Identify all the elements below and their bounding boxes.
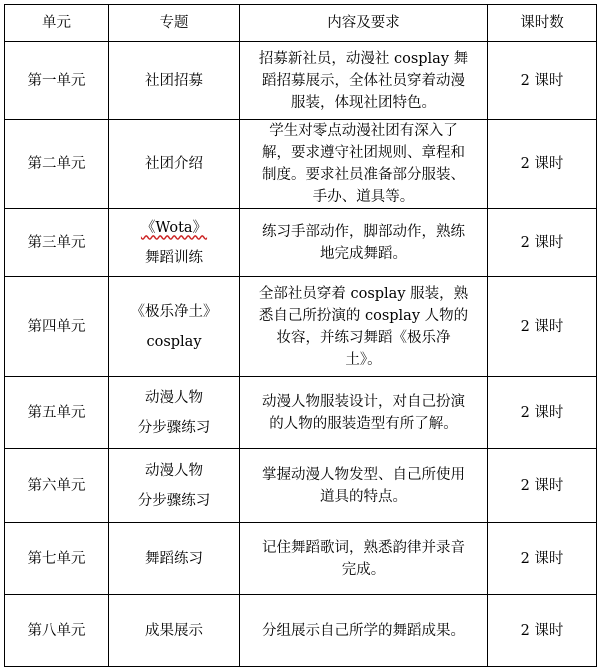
topic-line: cosplay bbox=[146, 333, 202, 350]
table-row bbox=[5, 120, 597, 209]
topic-line: 舞蹈训练 bbox=[145, 249, 203, 266]
unit-cell: 第四单元 bbox=[5, 277, 109, 377]
table-row bbox=[5, 277, 597, 377]
content-line: 妆容，并练习舞蹈《极乐净 bbox=[276, 329, 451, 346]
table-row bbox=[5, 595, 597, 667]
topic-line: 社团招募 bbox=[145, 72, 203, 89]
topic-cell bbox=[109, 449, 240, 523]
content-line: 练习手部动作，脚部动作，熟练 bbox=[262, 223, 465, 240]
content-cell bbox=[240, 120, 488, 209]
content-line: 土》。 bbox=[345, 351, 382, 368]
content-line: 解，要求遵守社团规则、章程和 bbox=[262, 145, 465, 161]
content-cell bbox=[240, 277, 488, 377]
header-content: 内容及要求 bbox=[240, 5, 488, 42]
content-cell bbox=[240, 209, 488, 277]
hours-cell: 2 课时 bbox=[488, 209, 597, 277]
hours-cell: 2 课时 bbox=[488, 449, 597, 523]
content-cell bbox=[240, 42, 488, 120]
topic-cell bbox=[109, 209, 240, 277]
content-line: 学生对零点动漫社团有深入了 bbox=[269, 123, 458, 139]
unit-cell: 第二单元 bbox=[5, 120, 109, 209]
topic-line: 《Wota》 bbox=[140, 219, 208, 236]
hours-cell: 2 课时 bbox=[488, 120, 597, 209]
unit-cell: 第一单元 bbox=[5, 42, 109, 120]
unit-cell: 第八单元 bbox=[5, 595, 109, 667]
table-row bbox=[5, 449, 597, 523]
course-schedule-table bbox=[4, 4, 597, 667]
topic-cell bbox=[109, 42, 240, 120]
topic-line: 动漫人物 bbox=[145, 462, 203, 479]
content-line: 服装，体现社团特色。 bbox=[291, 94, 436, 111]
unit-cell: 第七单元 bbox=[5, 523, 109, 595]
content-line: 分组展示自己所学的舞蹈成果。 bbox=[262, 622, 465, 639]
hours-cell: 2 课时 bbox=[488, 595, 597, 667]
content-line: 制度。要求社员准备部分服装、 bbox=[262, 167, 465, 183]
header-unit: 单元 bbox=[5, 5, 109, 42]
hours-cell: 2 课时 bbox=[488, 277, 597, 377]
content-cell bbox=[240, 523, 488, 595]
topic-line: 舞蹈练习 bbox=[145, 550, 203, 567]
table-row bbox=[5, 209, 597, 277]
hours-cell: 2 课时 bbox=[488, 377, 597, 449]
unit-cell: 第五单元 bbox=[5, 377, 109, 449]
content-line: 动漫人物服装设计，对自己扮演 bbox=[262, 393, 465, 410]
topic-cell bbox=[109, 377, 240, 449]
table-row bbox=[5, 377, 597, 449]
topic-line: 成果展示 bbox=[145, 622, 203, 639]
hours-cell: 2 课时 bbox=[488, 42, 597, 120]
content-cell bbox=[240, 449, 488, 523]
content-line: 手办、道具等。 bbox=[312, 189, 415, 205]
table-row bbox=[5, 42, 597, 120]
topic-line: 《极乐净土》 bbox=[130, 303, 218, 320]
content-line: 完成。 bbox=[341, 561, 386, 578]
content-cell bbox=[240, 595, 488, 667]
table-row bbox=[5, 523, 597, 595]
topic-cell bbox=[109, 595, 240, 667]
content-line: 掌握动漫人物发型、自己所使用 bbox=[262, 466, 465, 483]
content-line: 蹈招募展示，全体社员穿着动漫 bbox=[262, 72, 465, 89]
unit-cell: 第六单元 bbox=[5, 449, 109, 523]
content-line: 记住舞蹈歌词，熟悉韵律并录音 bbox=[262, 539, 465, 556]
content-line: 悉自己所扮演的 cosplay 人物的 bbox=[258, 307, 469, 324]
hours-cell: 2 课时 bbox=[488, 523, 597, 595]
content-line: 地完成舞蹈。 bbox=[320, 245, 407, 262]
unit-cell: 第三单元 bbox=[5, 209, 109, 277]
topic-line: 动漫人物 bbox=[145, 389, 203, 406]
header-hours: 课时数 bbox=[488, 5, 597, 42]
content-line: 招募新社员，动漫社 cosplay 舞 bbox=[258, 50, 469, 67]
content-cell bbox=[240, 377, 488, 449]
content-line: 的人物的服装造型有所了解。 bbox=[269, 415, 458, 432]
content-line: 全部社员穿着 cosplay 服装，熟 bbox=[258, 285, 469, 302]
topic-cell bbox=[109, 277, 240, 377]
topic-cell bbox=[109, 523, 240, 595]
content-line: 道具的特点。 bbox=[320, 488, 407, 505]
topic-cell bbox=[109, 120, 240, 209]
topic-line: 分步骤练习 bbox=[137, 492, 211, 509]
header-topic: 专题 bbox=[109, 5, 240, 42]
topic-line: 社团介绍 bbox=[145, 156, 203, 172]
topic-line: 分步骤练习 bbox=[137, 419, 211, 436]
header-row bbox=[5, 5, 597, 42]
